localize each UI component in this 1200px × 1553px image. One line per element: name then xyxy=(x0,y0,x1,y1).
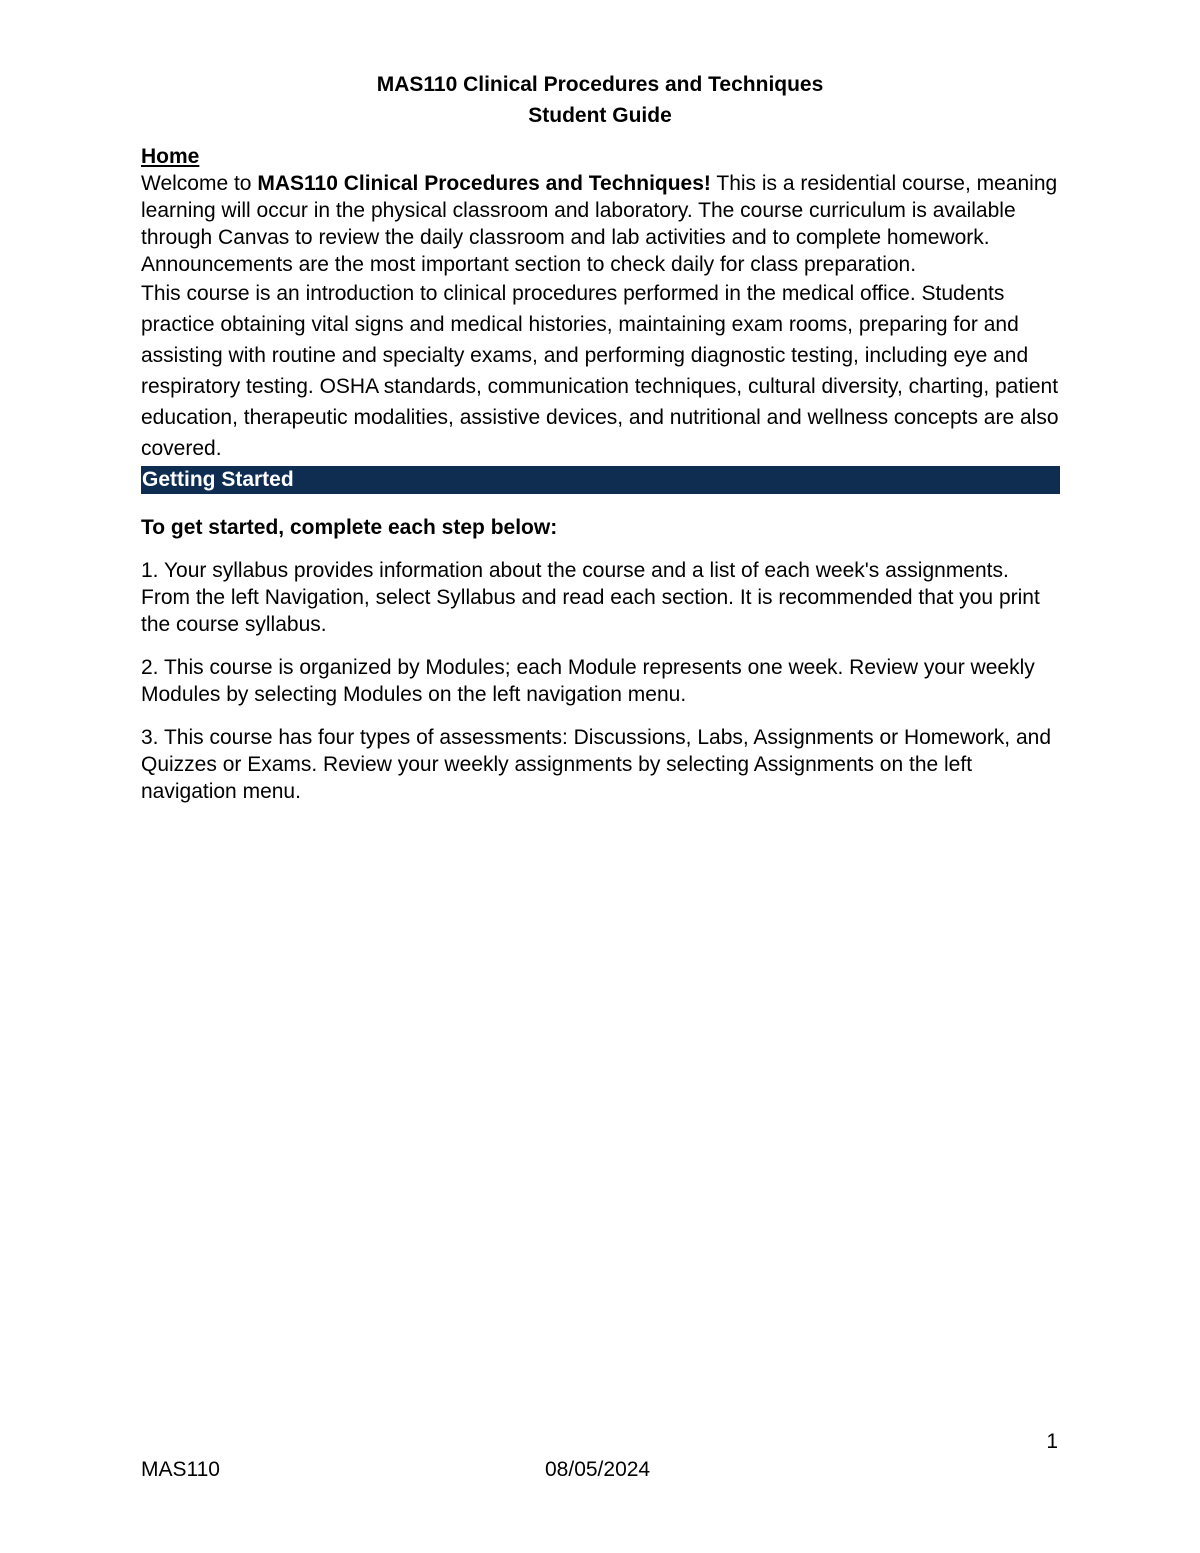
getting-started-heading: Getting Started xyxy=(141,466,1060,494)
welcome-prefix: Welcome to xyxy=(141,172,258,195)
welcome-text: This is a residential course, meaning learning will occur in the physical classroom and laboratory. The course curriculum is available through Canvas to review the daily classroom and lab activities and to complete homework. Announcements are the most important section to check daily for class preparation. xyxy=(141,172,1058,276)
home-heading: Home xyxy=(141,145,200,168)
page-number: 1 xyxy=(1046,1430,1058,1453)
step-2: 2. This course is organized by Modules; each Module represents one week. Review your weekly Modules by selecting Modules on the left navigation menu. xyxy=(141,656,1035,706)
document-title: MAS110 Clinical Procedures and Techniques xyxy=(376,73,824,96)
document-body xyxy=(141,143,1061,805)
course-name: MAS110 Clinical Procedures and Techniques! xyxy=(257,172,711,195)
step-1: 1. Your syllabus provides information about the course and a list of each week's assignments. From the left Navigation, select Syllabus and read each section. It is recommended that you print the course syllabus. xyxy=(141,559,1040,636)
steps-intro: To get started, complete each step below: xyxy=(141,516,558,539)
welcome-paragraph xyxy=(141,170,1061,278)
document-subtitle: Student Guide xyxy=(528,104,672,127)
footer-date: 08/05/2024 xyxy=(545,1458,651,1481)
course-description: This course is an introduction to clinical procedures performed in the medical office. Students practice obtaining vital signs and medical histories, maintaining exam rooms, preparing for and assisting with routine and specialty exams, and performing diagnostic testing, including eye and respiratory testing. OSHA standards, communication techniques, cultural diversity, charting, patient education, therapeutic modalities, assistive devices, and nutritional and wellness concepts are also covered. xyxy=(141,282,1059,460)
footer-course-code: MAS110 xyxy=(141,1458,220,1481)
step-3: 3. This course has four types of assessments: Discussions, Labs, Assignments or Homework, and Quizzes or Exams. Review your weekly assignments by selecting Assignments on the left navigation menu. xyxy=(141,726,1052,803)
